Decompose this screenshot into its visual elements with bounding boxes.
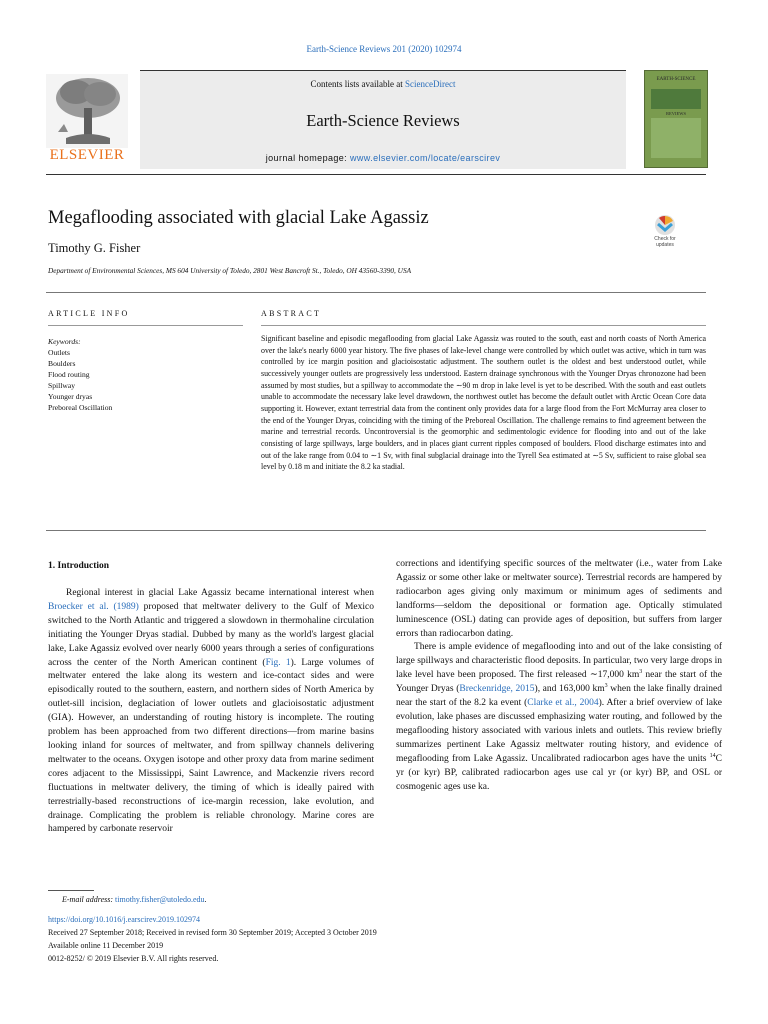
journal-reference[interactable]: Earth-Science Reviews 201 (2020) 102974 [306,44,462,54]
cover-picture-lower [651,118,701,158]
available-online-date: Available online 11 December 2019 [48,941,164,950]
cover-subtitle: REVIEWS [666,111,686,116]
author-email-footnote [62,895,207,904]
homepage-line [140,153,626,163]
keyword: Boulders [48,359,76,368]
email-label: E-mail address: [62,895,114,904]
footnote-rule [48,890,94,891]
copyright-notice: 0012-8252/ © 2019 Elsevier B.V. All rights reserved. [48,954,219,963]
text-run: ). Large volumes of meltwater entered the lake along its western and ice-contact sides and were episodically routed to the southern, eastern, and northern sides of North America by outlet-sill incision, deglaciation of lower outlets and glacioisostatic adjustment (GIA). However, an understanding of routing history is incomplete. The routing problem has been approached from two different directions—from marine basins looking inland for sources of meltwater, and from spillway channels delivering meltwater to the oceans. Oxygen isotope and other proxy data from marine sediment cores adjacent to the Mississippi, Saint Lawrence, and Mackenzie rivers record fluctuations in meltwater delivery, the timing of which is ideally paired with terrestrially-based reconstructions of ice-margin recession, lake evolution, and drainage. Complicating the problem is reliable chronology. Marine cores are hampered by carbonate reservoir [48,657,374,835]
article-info-rule [48,325,243,326]
info-bottom-divider [46,530,706,531]
abstract-text: Significant baseline and episodic megaflooding from glacial Lake Agassiz was routed to the south, east and north coasts of North America over the lake's nearly 6000 year history. The five phases of lake-level change were controlled by which outlet was active, which in turn was controlled by ice margin position and glacioisostatic adjustment. The southern outlet is the oldest and best understood outlet, while successively younger outlets are progressively less understood. Eastern drainage synchronous with the Younger Dryas chronozone had been assumed by most studies, but a spillway to accommodate the ∼90 m drop in lake level is yet to be described. With the south and east outlets unable to accommodate the necessary lake level drawdown, the northwest outlet has become the default outlet with Arctic Ocean Core data supporting it. However, extant terrestrial data from the continent only provides data for a large flood from the Fort McMurray area closer to the end of the Younger Dryas, coinciding with the timing of the Preboreal Oscillation. The challenge remains to find agreement between the marine and terrestrial records. Uncontroversial is the geomorphic and sedimentologic evidence for flooding into and out of the lake consisting of large spillways, large boulders, and in places giant current ripples composed of boulders. Flood discharge estimates into and out of the lake range from 0.04 to ∼1 Sv, with final subglacial drainage into the Tyrell Sea estimated at ∼5 Sv, sufficient to raise global sea level by 0.18 m and initiate the 8.2 ka stadial. [261,334,706,472]
superscript: 3 [604,683,608,690]
text-run: proposed that meltwater delivery to the Gulf of Mexico switched to the North Atlantic and triggered a slowdown in thermohaline circulation initiating the Younger Dryas stadial. Dubbed by many as the world's largest glacial lake, Lake Agassiz evolved over nearly 6000 years through a series of configurations across the center of the North American continent ( [48,601,374,668]
homepage-prefix: journal homepage: [265,153,350,163]
crossmark-icon [648,214,682,236]
intro-paragraph-2 [396,641,722,794]
crossmark-label-1: Check for [654,236,676,242]
keyword: Outlets [48,348,70,357]
body-column-right [396,558,722,794]
contents-line [140,79,626,89]
citation-link-breckenridge[interactable]: Breckenridge, 2015 [459,684,535,695]
citation-link-clarke[interactable]: Clarke et al., 2004 [527,698,599,709]
elsevier-wordmark: ELSEVIER [49,147,125,163]
text-run: There is ample evidence of megaflooding into and out of the lake consisting of large spillways and characteristic flood deposits. In particular, two very large drops in lake level have been proposed. The first released ∼17,000 km [396,642,722,681]
keyword: Flood routing [48,370,90,379]
doi-link[interactable]: https://doi.org/10.1016/j.earscirev.2019.102974 [48,915,200,924]
contents-prefix: Contents lists available at [310,79,405,89]
body-column-left [48,587,374,837]
article-info-heading: ARTICLE INFO [48,309,130,318]
author-email-link[interactable]: timothy.fisher@utoledo.edu [115,895,205,904]
abstract-heading: ABSTRACT [261,309,322,318]
check-for-updates-badge[interactable] [648,214,682,250]
text-run: near the start of the Younger Dryas ( [396,670,722,695]
superscript: 3 [639,669,643,676]
cover-picture [651,89,701,109]
email-suffix: . [204,895,207,904]
abstract-rule [261,325,706,326]
text-run: ), and 163,000 km [534,684,605,695]
section-heading-introduction: 1. Introduction [48,561,110,571]
info-top-divider [46,292,706,293]
text-run: when the lake finally drained near the start of the 8.2 ka event ( [396,684,722,709]
text-run: Regional interest in glacial Lake Agassiz became international interest when [66,588,374,598]
citation-link-broecker[interactable]: Broecker et al. (1989) [48,601,139,612]
keyword: Spillway [48,381,76,390]
figure-link-fig1[interactable]: Fig. 1 [265,657,291,668]
text-run: C yr (or kyr) BP, calibrated radiocarbon ages use cal yr (or kyr) BP, and OSL or cosmogenic ages use ka. [396,753,722,792]
superscript: 14 [709,752,716,759]
journal-name: Earth-Science Reviews [306,111,460,130]
intro-paragraph-1-continued: corrections and identifying specific sources of the meltwater (i.e., water from Lake Agassiz or some other lake or meltwater source). Terrestrial records are hampered by radiocarbon ages giving only maximum or minimum ages of sediments and landforms—seldom the depositional or formation age. Optically stimulated luminescence (OSL) dating can provide ages of deposition, but suffers from larger errors than radiocarbon dating. [396,559,722,639]
received-dates: Received 27 September 2018; Received in revised form 30 September 2019; Accepted 3 October 2019 [48,928,377,937]
keyword: Younger dryas [48,392,93,401]
keywords-label: Keywords: [48,337,81,346]
cover-title: EARTH-SCIENCE [656,77,696,82]
homepage-link[interactable]: www.elsevier.com/locate/earscirev [350,153,501,163]
crossmark-label-2: updates [656,242,674,248]
header-divider [46,174,706,175]
keywords-list [48,336,112,413]
intro-paragraph-1 [48,587,374,837]
journal-cover-image [644,70,708,168]
sciencedirect-link[interactable]: ScienceDirect [405,79,456,89]
author-name: Timothy G. Fisher [48,241,141,255]
author-affiliation: Department of Environmental Sciences, MS 604 University of Toledo, 2801 West Bancroft St., Toledo, OH 43560-3390, USA [48,266,412,275]
article-title: Megaflooding associated with glacial Lake Agassiz [48,208,429,228]
text-run: ). After a brief overview of lake evolution, lake phases are discussed emphasizing water routing, and followed by the megaflooding history associated with various inlets and outlets. This review briefly summarizes pertinent Lake Agassiz meltwater routing history, and evidence of megaflooding from Lake Agassiz. Uncalibrated radiocarbon ages have the units [396,698,722,764]
keyword: Preboreal Oscillation [48,403,113,412]
journal-header [140,70,626,169]
